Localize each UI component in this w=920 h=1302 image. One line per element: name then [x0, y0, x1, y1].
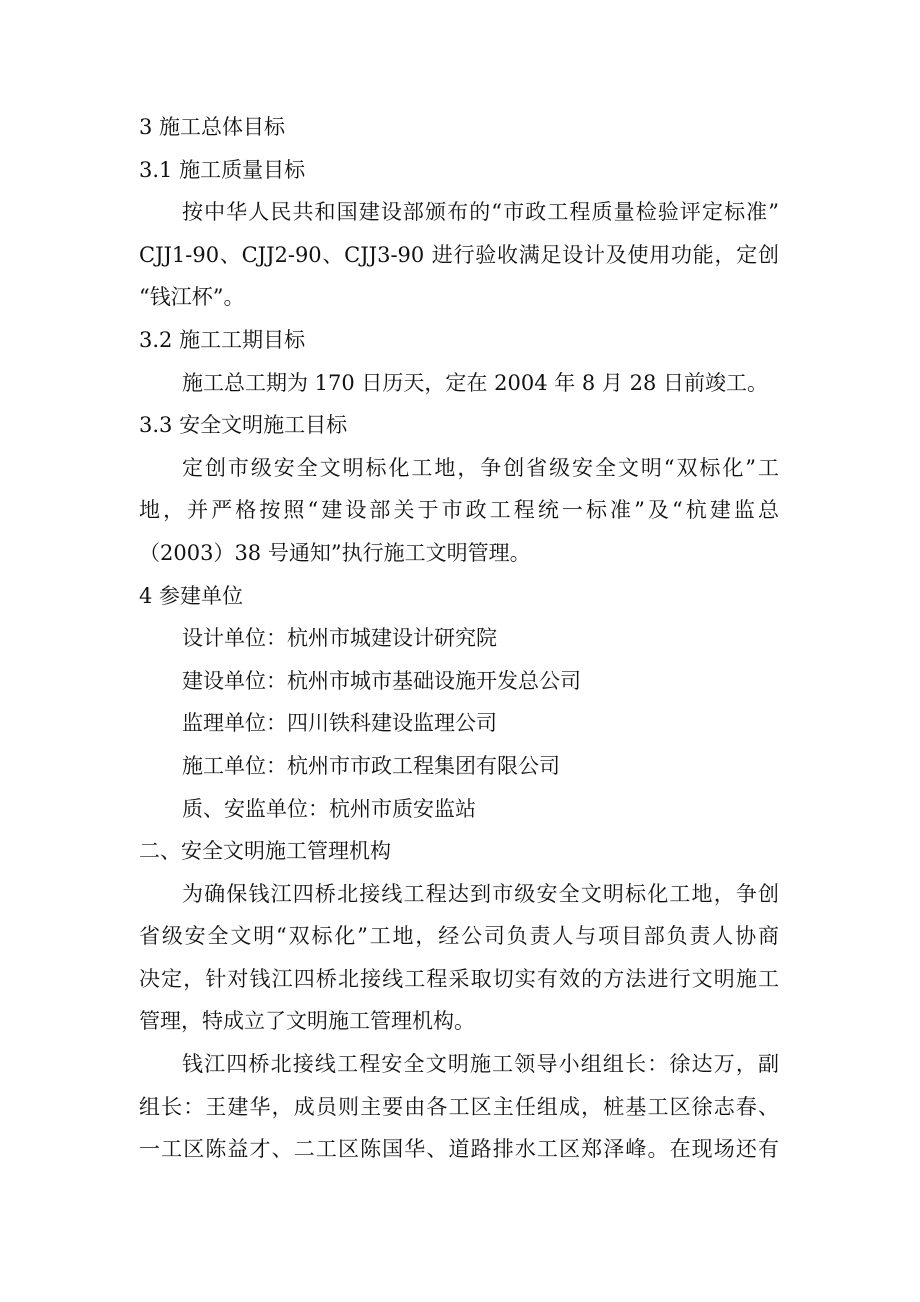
- text-line: CJJ1-90、CJJ2-90、CJJ3-90 进行验收满足设计及使用功能，定创: [139, 242, 779, 267]
- text-line: 管理，特成立了文明施工管理机构。: [139, 1009, 475, 1034]
- text-line: 省级安全文明“双标化”工地，经公司负责人与项目部负责人协商: [139, 924, 779, 949]
- text-line: （2003）38 号通知”执行施工文明管理。: [139, 540, 531, 565]
- text-line: 施工单位：杭州市市政工程集团有限公司: [182, 753, 560, 778]
- text-line: 二、安全文明施工管理机构: [139, 839, 391, 864]
- text-line: 3.1 施工质量目标: [139, 157, 306, 182]
- text-line: 定创市级安全文明标化工地，争创省级安全文明“双标化”工: [182, 455, 779, 480]
- text-line: “钱江杯”。: [139, 285, 245, 310]
- document-body: [139, 106, 779, 1171]
- text-line: 3.2 施工工期目标: [139, 327, 306, 352]
- text-line: 建设单位：杭州市城市基础设施开发总公司: [182, 668, 581, 693]
- text-line: 决定，针对钱江四桥北接线工程采取切实有效的方法进行文明施工: [139, 966, 779, 991]
- text-line: 地，并严格按照“建设部关于市政工程统一标准”及“杭建监总: [139, 498, 779, 523]
- text-line: 钱江四桥北接线工程安全文明施工领导小组组长：徐达万，副: [182, 1052, 779, 1077]
- text-line: 一工区陈益才、二工区陈国华、道路排水工区郑泽峰。在现场还有: [139, 1137, 779, 1162]
- text-line: 4 参建单位: [139, 583, 244, 608]
- text-line: 设计单位：杭州市城建设计研究院: [182, 626, 497, 651]
- text-line: 质、安监单位：杭州市质安监站: [182, 796, 476, 821]
- text-line: 按中华人民共和国建设部颁布的“市政工程质量检验评定标准”: [182, 200, 779, 225]
- text-line: 施工总工期为 170 日历天，定在 2004 年 8 月 28 日前竣工。: [182, 370, 769, 395]
- text-line: 3 施工总体目标: [139, 115, 286, 139]
- text-line: 监理单位：四川铁科建设监理公司: [182, 711, 497, 736]
- text-line: 3.3 安全文明施工目标: [139, 413, 348, 438]
- text-line: 为确保钱江四桥北接线工程达到市级安全文明标化工地，争创: [182, 881, 779, 906]
- text-line: 组长：王建华，成员则主要由各工区主任组成，桩基工区徐志春、: [139, 1094, 779, 1119]
